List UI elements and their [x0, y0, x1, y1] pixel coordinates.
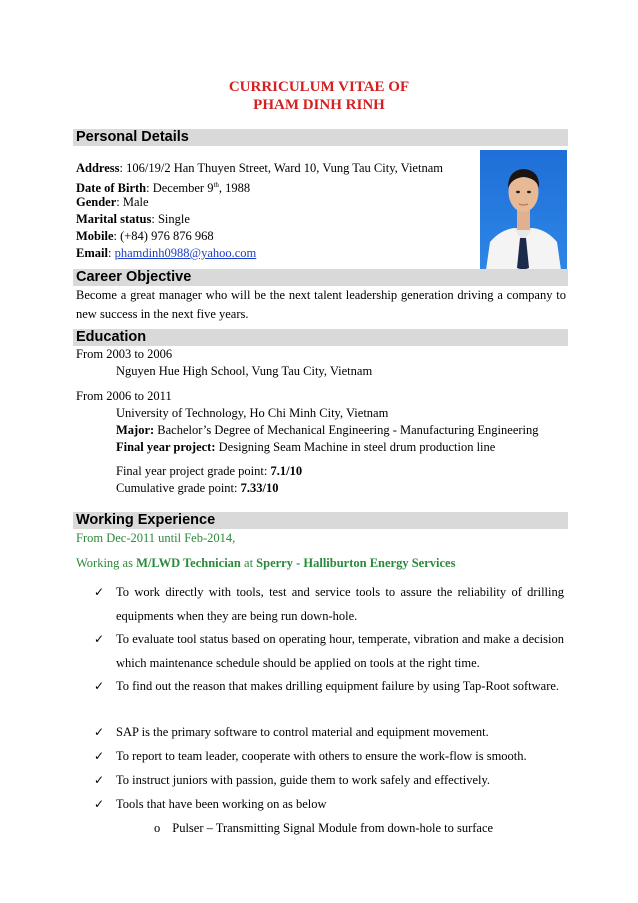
section-heading-work: Working Experience [73, 512, 568, 529]
gender-value: : Male [116, 195, 149, 209]
cv-title-name: PHAM DINH RINH [253, 97, 385, 113]
email-line [76, 245, 256, 262]
mobile-label: Mobile [76, 229, 114, 243]
address-label: Address [76, 161, 120, 175]
cum-value: 7.33/10 [240, 481, 279, 495]
email-sep: : [107, 246, 115, 260]
work-bullet-text: To work directly with tools, test and service tools to assure the reliability of drilling equipments when they are being run down-hole. [116, 585, 564, 623]
work-period: From Dec-2011 until Feb-2014, [76, 531, 236, 545]
marital-label: Marital status [76, 212, 152, 226]
grade-label: Final year project grade point: [116, 464, 271, 478]
major-value: Bachelor’s Degree of Mechanical Engineering - Manufacturing Engineering [154, 423, 539, 437]
section-heading-career: Career Objective [73, 269, 568, 286]
dob-year: , 1988 [218, 181, 251, 196]
email-label: Email [76, 246, 108, 260]
check-icon: ✓ [94, 632, 105, 646]
address-line [76, 160, 443, 177]
mobile-value: : (+84) 976 876 968 [113, 229, 214, 243]
sub-list-text: Pulser – Transmitting Signal Module from down-hole to surface [172, 821, 494, 835]
cv-title-line1: CURRICULUM VITAE OF [228, 79, 410, 95]
cum-label: Cumulative grade point: [116, 481, 241, 495]
email-link[interactable]: phamdinh0988@yahoo.com [114, 246, 257, 260]
profile-photo-image [480, 150, 567, 270]
work-bullet-text: To find out the reason that makes drilling equipment failure by using Tap-Root software. [116, 679, 560, 693]
project-value: Designing Seam Machine in steel drum production line [215, 440, 496, 454]
education-school-2: University of Technology, Ho Chi Minh City, Vietnam [116, 406, 389, 420]
check-icon: ✓ [94, 797, 105, 811]
education-major [116, 422, 539, 439]
dob-sup: th [213, 181, 219, 189]
address-value: : 106/19/2 Han Thuyen Street, Ward 10, Vung Tau City, Vietnam [119, 161, 443, 175]
dob-label: Date of Birth [76, 181, 147, 196]
grade-value: 7.1/10 [270, 464, 303, 478]
role-prefix: Working as [76, 556, 137, 570]
check-icon: ✓ [94, 679, 105, 693]
sub-list-item [154, 816, 493, 840]
education-project [116, 439, 495, 456]
work-bullet-text: SAP is the primary software to control material and equipment movement. [116, 725, 489, 739]
section-heading-personal: Personal Details [73, 129, 568, 146]
mobile-line [76, 228, 214, 245]
dob-value: : December 9 [146, 181, 214, 196]
education-cumulative-grade [116, 480, 279, 497]
role-title: M/LWD Technician [136, 556, 241, 570]
profile-photo [480, 150, 567, 270]
section-heading-education: Education [73, 329, 568, 346]
gender-label: Gender [76, 195, 117, 209]
check-icon: ✓ [94, 725, 105, 739]
marital-line [76, 211, 190, 228]
career-objective-text: Become a great manager who will be the next talent leadership generation driving a company to new success in the next five years. [76, 288, 566, 321]
major-label: Major: [116, 423, 155, 437]
check-icon: ✓ [94, 585, 105, 599]
work-bullet-text: Tools that have been working on as below [116, 797, 327, 811]
work-bullet-text: To report to team leader, cooperate with others to ensure the work-flow is smooth. [116, 749, 527, 763]
check-icon: ✓ [94, 773, 105, 787]
education-period-2: From 2006 to 2011 [76, 389, 172, 403]
project-label: Final year project: [116, 440, 216, 454]
work-bullet-text: To instruct juniors with passion, guide them to work safely and effectively. [116, 773, 491, 787]
education-period-1: From 2003 to 2006 [76, 347, 173, 361]
marital-value: : Single [151, 212, 190, 226]
circle-bullet-icon: o [154, 821, 161, 835]
work-bullet-text: To evaluate tool status based on operating hour, temperate, vibration and make a decision which maintenance schedule should be applied on tools at the right time. [116, 632, 564, 670]
work-role-line [76, 555, 455, 572]
check-icon: ✓ [94, 749, 105, 763]
education-project-grade [116, 463, 302, 480]
gender-line [76, 194, 149, 211]
company-name: Sperry - Halliburton Energy Services [256, 556, 456, 570]
role-mid: at [240, 556, 257, 570]
education-school-1: Nguyen Hue High School, Vung Tau City, Vietnam [116, 364, 373, 378]
